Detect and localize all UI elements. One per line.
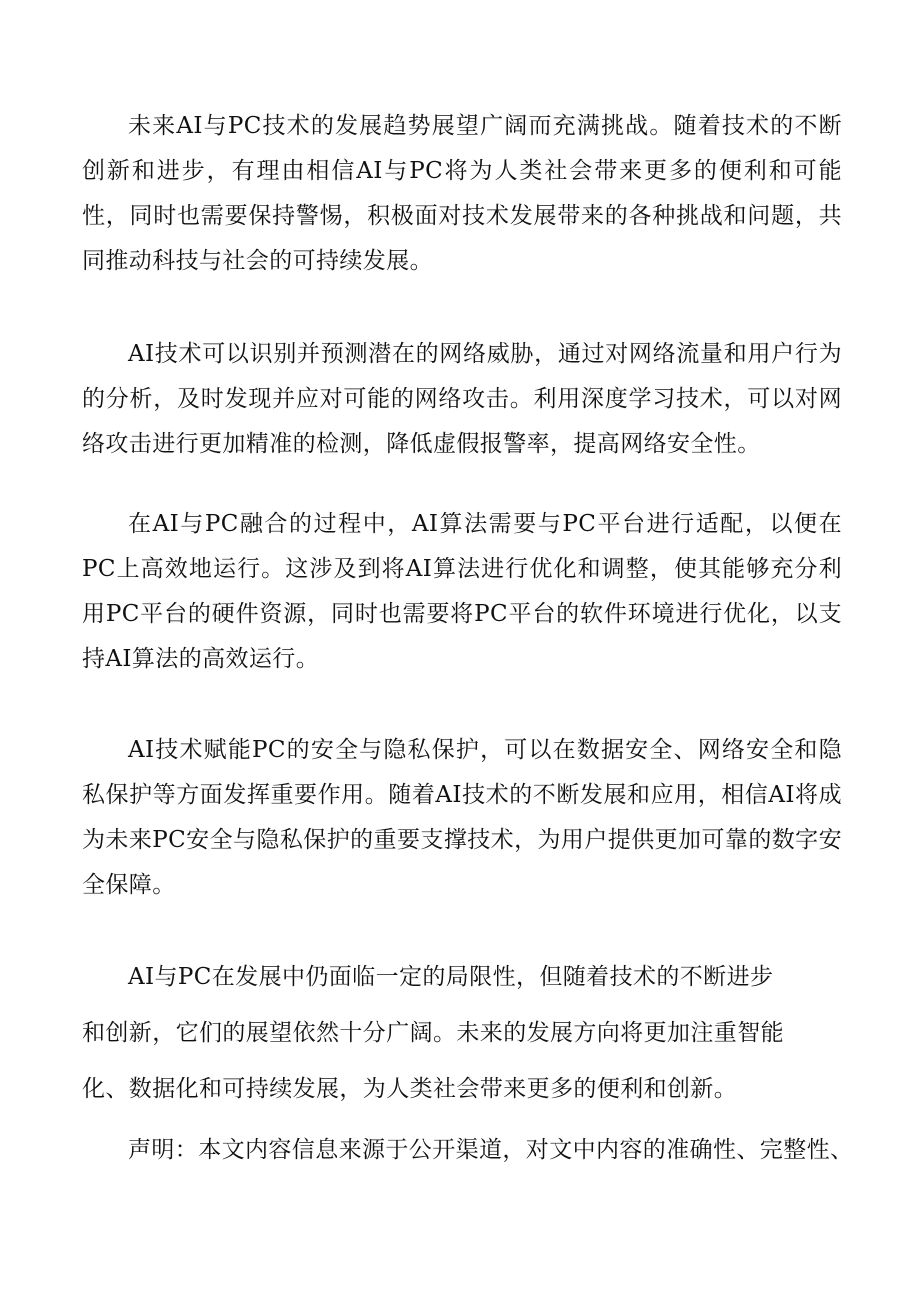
paragraph-privacy-protection: AI技术赋能PC的安全与隐私保护，可以在数据安全、网络安全和隐私保护等方面发挥重要作用。随着AI技术的不断发展和应用，相信AI将成为未来PC安全与隐私保护的重要支撑技术，为用户提供更加可靠的数字安全保障。 [82, 737, 842, 898]
paragraph-line: AI与PC在发展中仍面临一定的局限性，但随着技术的不断进步 [128, 964, 774, 990]
paragraph-algorithm-adaptation: 在AI与PC融合的过程中，AI算法需要与PC平台进行适配，以便在PC上高效地运行。这涉及到将AI算法进行优化和调整，使其能够充分利用PC平台的硬件资源，同时也需要将PC平台的软件环境进行优化，以支持AI算法的高效运行。 [82, 511, 842, 672]
paragraph-limitations [82, 955, 842, 1123]
paragraph-network-security: AI技术可以识别并预测潜在的网络威胁，通过对网络流量和用户行为的分析，及时发现并应对可能的网络攻击。利用深度学习技术，可以对网络攻击进行更加精准的检测，降低虚假报警率，提高网络安全性。 [82, 341, 842, 457]
disclaimer-text: 声明：本文内容信息来源于公开渠道，对文中内容的准确性、完整性、 [128, 1137, 854, 1163]
paragraph-line: 和创新，它们的展望依然十分广阔。未来的发展方向将更加注重智能 [82, 1020, 784, 1046]
paragraph-line: 化、数据化和可持续发展，为人类社会带来更多的便利和创新。 [82, 1076, 738, 1102]
paragraph-ai-pc-outlook: 未来AI与PC技术的发展趋势展望广阔而充满挑战。随着技术的不断创新和进步，有理由相信AI与PC将为人类社会带来更多的便利和可能性，同时也需要保持警惕，积极面对技术发展带来的各种挑战和问题，共同推动科技与社会的可持续发展。 [82, 113, 842, 274]
